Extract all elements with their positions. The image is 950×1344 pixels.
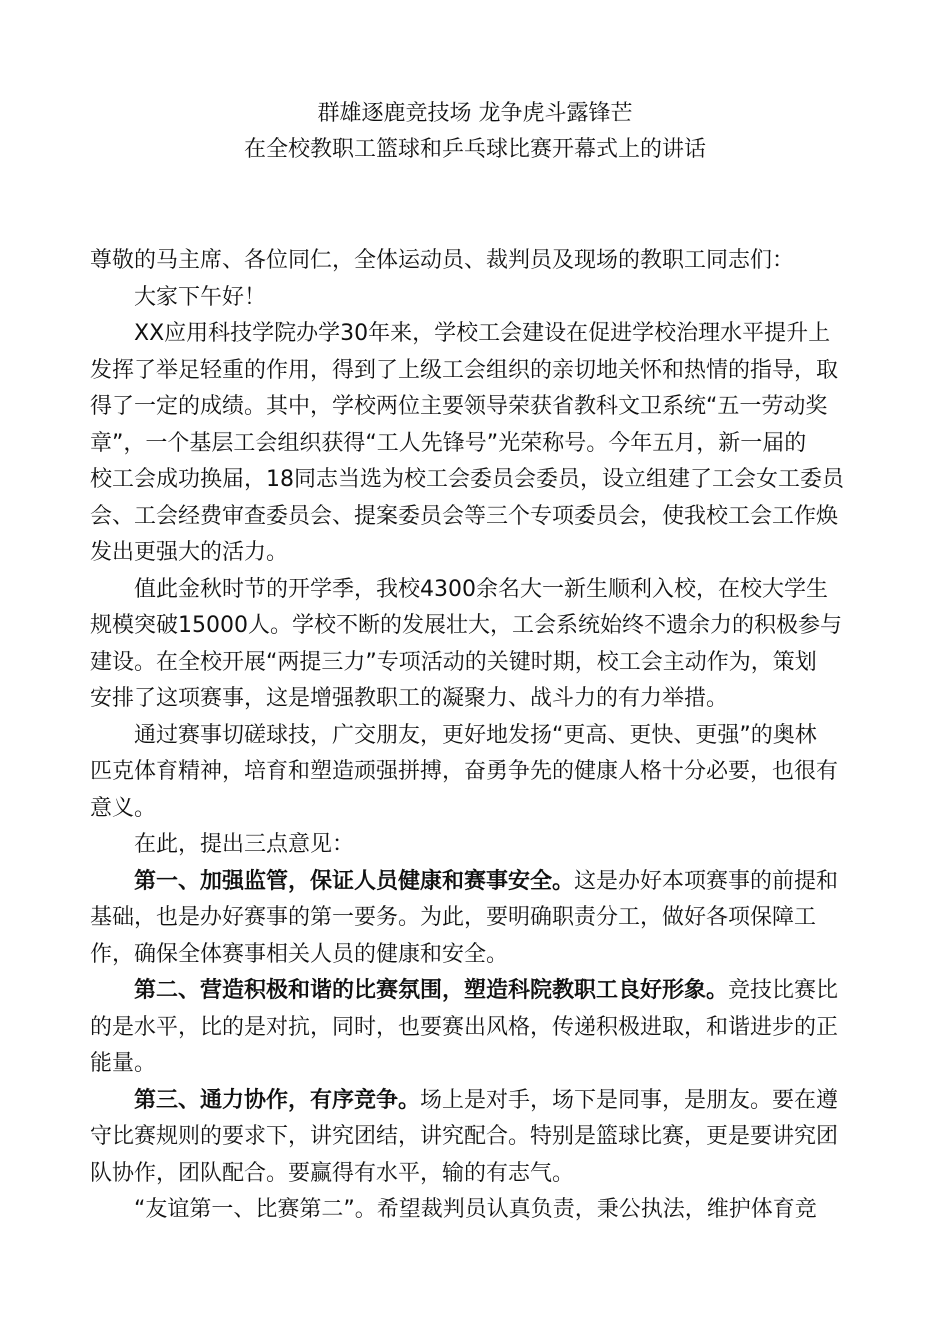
- paragraph-line: 队协作，团队配合。要赢得有水平，输的有志气。: [90, 1160, 575, 1186]
- point-two-line: [90, 973, 862, 1010]
- paragraph-line: 在此，提出三点意见：: [134, 832, 355, 857]
- paragraph-line: 发出更强大的活力。: [90, 540, 289, 565]
- paragraph-line: 会、工会经费审查委员会、提案委员会等三个专项委员会，使我校工会工作焕: [90, 503, 839, 529]
- document-subtitle: 在全校教职工篮球和乒乓球比赛开幕式上的讲话: [243, 137, 706, 162]
- document-title: 群雄逐鹿竞技场 龙争虎斗露锋芒: [317, 101, 633, 126]
- paragraph-line: 安排了这项赛事，这是增强教职工的凝聚力、战斗力的有力举措。: [90, 686, 729, 711]
- paragraph-line: 的是水平，比的是对抗，同时，也要赛出风格，传递积极进取，和谐进步的正: [90, 1014, 839, 1040]
- point-one-text: 这是办好本项赛事的前提和: [574, 868, 839, 894]
- document-body: [90, 243, 862, 1229]
- paragraph-line: 值此金秋时节的开学季，我校4300余名大一新生顺利入校，在校大学生: [134, 576, 828, 602]
- paragraph-line: 章”，一个基层工会组织获得“工人先锋号”光荣称号。今年五月，新一届的: [90, 430, 807, 456]
- greeting-line: 大家下午好！: [134, 284, 267, 310]
- paragraph-line: 建设。在全校开展“两提三力”专项活动的关键时期，校工会主动作为，策划: [90, 649, 817, 675]
- point-three-line: [90, 1083, 862, 1120]
- point-one-heading: 第一、加强监管，保证人员健康和赛事安全。: [134, 868, 575, 894]
- paragraph-line: 通过赛事切磋球技，广交朋友，更好地发扬“更高、更快、更强”的奥林: [134, 722, 817, 748]
- paragraph-line: XX应用科技学院办学30年来，学校工会建设在促进学校治理水平提升上: [134, 321, 831, 346]
- paragraph-line: 校工会成功换届，18同志当选为校工会委员会委员，设立组建了工会女工委员: [90, 467, 844, 492]
- point-one-line: [90, 864, 862, 901]
- paragraph-line: 能量。: [90, 1051, 157, 1076]
- paragraph-line: 基础，也是办好赛事的第一要务。为此，要明确职责分工，做好各项保障工: [90, 905, 817, 930]
- salutation-line: 尊敬的马主席、各位同仁，全体运动员、裁判员及现场的教职工同志们：: [90, 248, 795, 273]
- point-three-heading: 第三、通力协作，有序竞争。: [134, 1087, 421, 1113]
- paragraph-line: “友谊第一、比赛第二”。希望裁判员认真负责，秉公执法，维护体育竞: [134, 1197, 817, 1222]
- paragraph-line: 意义。: [90, 795, 157, 821]
- paragraph-line: 发挥了举足轻重的作用，得到了上级工会组织的亲切地关怀和热情的指导，取: [90, 357, 839, 383]
- point-three-text: 场上是对手，场下是同事，是朋友。要在遵: [420, 1087, 839, 1113]
- paragraph-line: 作，确保全体赛事相关人员的健康和安全。: [90, 941, 509, 967]
- point-two-heading: 第二、营造积极和谐的比赛氛围，塑造科院教职工良好形象。: [134, 978, 729, 1003]
- point-two-text: 竞技比赛比: [728, 978, 839, 1003]
- paragraph-line: 守比赛规则的要求下，讲究团结，讲究配合。特别是篮球比赛，更是要讲究团: [90, 1124, 839, 1149]
- paragraph-line: 得了一定的成绩。其中，学校两位主要领导荣获省教科文卫系统“五一劳动奖: [90, 394, 828, 419]
- paragraph-line: 匹克体育精神，培育和塑造顽强拼搏，奋勇争先的健康人格十分必要，也很有: [90, 759, 839, 784]
- paragraph-line: 规模突破15000人。学校不断的发展壮大，工会系统始终不遗余力的积极参与: [90, 613, 842, 638]
